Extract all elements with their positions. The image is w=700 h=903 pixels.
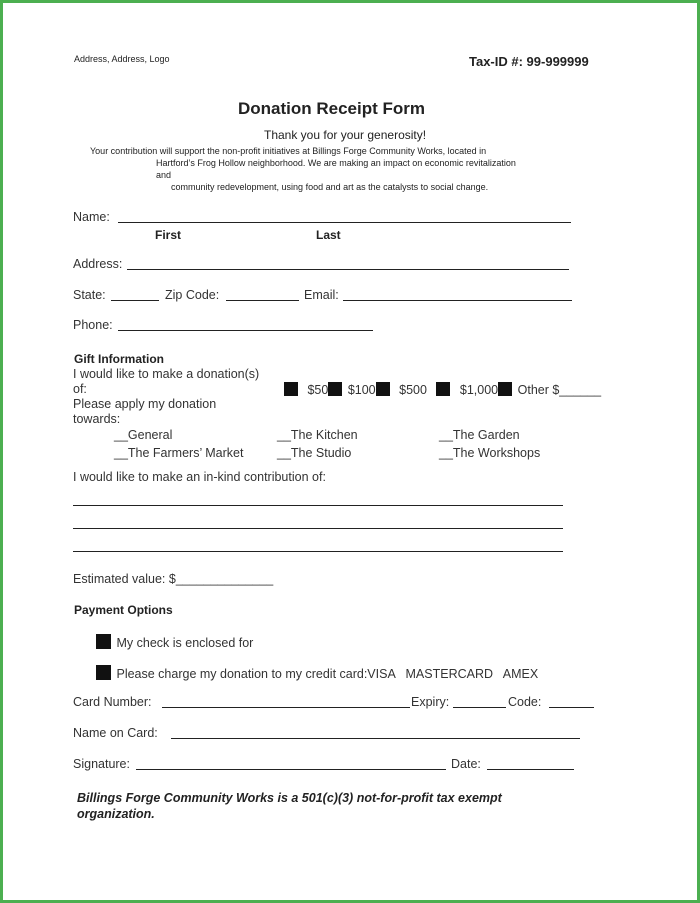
gift-heading: Gift Information	[74, 352, 164, 366]
option-workshops[interactable]: __The Workshops	[439, 446, 541, 460]
address-label: Address:	[73, 257, 123, 271]
code-input[interactable]	[549, 707, 594, 708]
intro-line-1: Your contribution will support the non-profit initiatives at Billings Forge Community Works, located in	[90, 146, 487, 156]
amount-500: $500	[399, 383, 427, 397]
state-input[interactable]	[111, 300, 159, 301]
inkind-line-3[interactable]	[73, 551, 563, 552]
check-checkbox[interactable]	[96, 634, 111, 649]
donation-text-2: of:	[73, 382, 87, 396]
first-label: First	[155, 228, 182, 242]
amount-options	[284, 382, 601, 397]
name-on-card-label: Name on Card:	[73, 726, 158, 740]
card-number-label: Card Number:	[73, 695, 152, 709]
zip-input[interactable]	[226, 300, 299, 301]
amount-100: $100	[347, 383, 376, 397]
card-option	[96, 665, 538, 681]
amount-1000: $1,000	[459, 383, 499, 397]
card-label: Please charge my donation to my credit card:VISA MASTERCARD AMEX	[116, 667, 539, 681]
checkbox-500[interactable]	[376, 382, 390, 396]
option-garden[interactable]: __The Garden	[439, 428, 520, 442]
email-input[interactable]	[343, 300, 572, 301]
check-label: My check is enclosed for	[116, 636, 254, 650]
date-input[interactable]	[487, 769, 574, 770]
name-input[interactable]	[118, 222, 571, 223]
footer-line-1: Billings Forge Community Works is a 501(c)(3) not-for-profit tax exempt	[77, 791, 502, 805]
payment-heading: Payment Options	[74, 603, 173, 617]
inkind-line-1[interactable]	[73, 505, 563, 506]
state-label: State:	[73, 288, 106, 302]
inkind-line-2[interactable]	[73, 528, 563, 529]
signature-label: Signature:	[73, 757, 130, 771]
option-studio[interactable]: __The Studio	[277, 446, 352, 460]
checkbox-1000[interactable]	[436, 382, 450, 396]
card-checkbox[interactable]	[96, 665, 111, 680]
checkbox-100[interactable]	[328, 382, 342, 396]
intro-line-2: Hartford’s Frog Hollow neighborhood. We are making an impact on economic revitalization	[156, 158, 516, 168]
option-kitchen[interactable]: __The Kitchen	[277, 428, 358, 442]
donation-text-1: I would like to make a donation(s)	[73, 367, 260, 381]
option-farmers-market[interactable]: __The Farmers’ Market	[114, 446, 244, 460]
option-general[interactable]: __General	[114, 428, 173, 442]
expiry-input[interactable]	[453, 707, 506, 708]
intro-line-4: community redevelopment, using food and art as the catalysts to social change.	[171, 182, 489, 192]
date-label: Date:	[451, 757, 481, 771]
thanks-text: Thank you for your generosity!	[264, 128, 427, 142]
email-label: Email:	[304, 288, 339, 302]
last-label: Last	[316, 228, 341, 242]
phone-input[interactable]	[118, 330, 373, 331]
amount-other: Other $______	[517, 383, 602, 397]
tax-id: Tax-ID #: 99-999999	[469, 54, 589, 69]
address-logo-text: Address, Address, Logo	[74, 54, 170, 64]
code-label: Code:	[508, 695, 542, 709]
estimated-value[interactable]: Estimated value: $______________	[73, 572, 274, 586]
check-option	[96, 634, 253, 650]
zip-label: Zip Code:	[165, 288, 220, 302]
amount-50: $50	[307, 383, 329, 397]
checkbox-other[interactable]	[498, 382, 512, 396]
apply-text-1: Please apply my donation	[73, 397, 217, 411]
apply-text-2: towards:	[73, 412, 121, 426]
inkind-label: I would like to make an in-kind contribution of:	[73, 470, 326, 484]
name-on-card-input[interactable]	[171, 738, 580, 739]
footer-line-2: organization.	[77, 807, 155, 821]
address-input[interactable]	[127, 269, 569, 270]
name-label: Name:	[73, 210, 110, 224]
signature-input[interactable]	[136, 769, 446, 770]
page-title: Donation Receipt Form	[238, 99, 426, 118]
expiry-label: Expiry:	[411, 695, 450, 709]
phone-label: Phone:	[73, 318, 113, 332]
card-number-input[interactable]	[162, 707, 410, 708]
checkbox-50[interactable]	[284, 382, 298, 396]
intro-line-3: and	[156, 170, 172, 180]
